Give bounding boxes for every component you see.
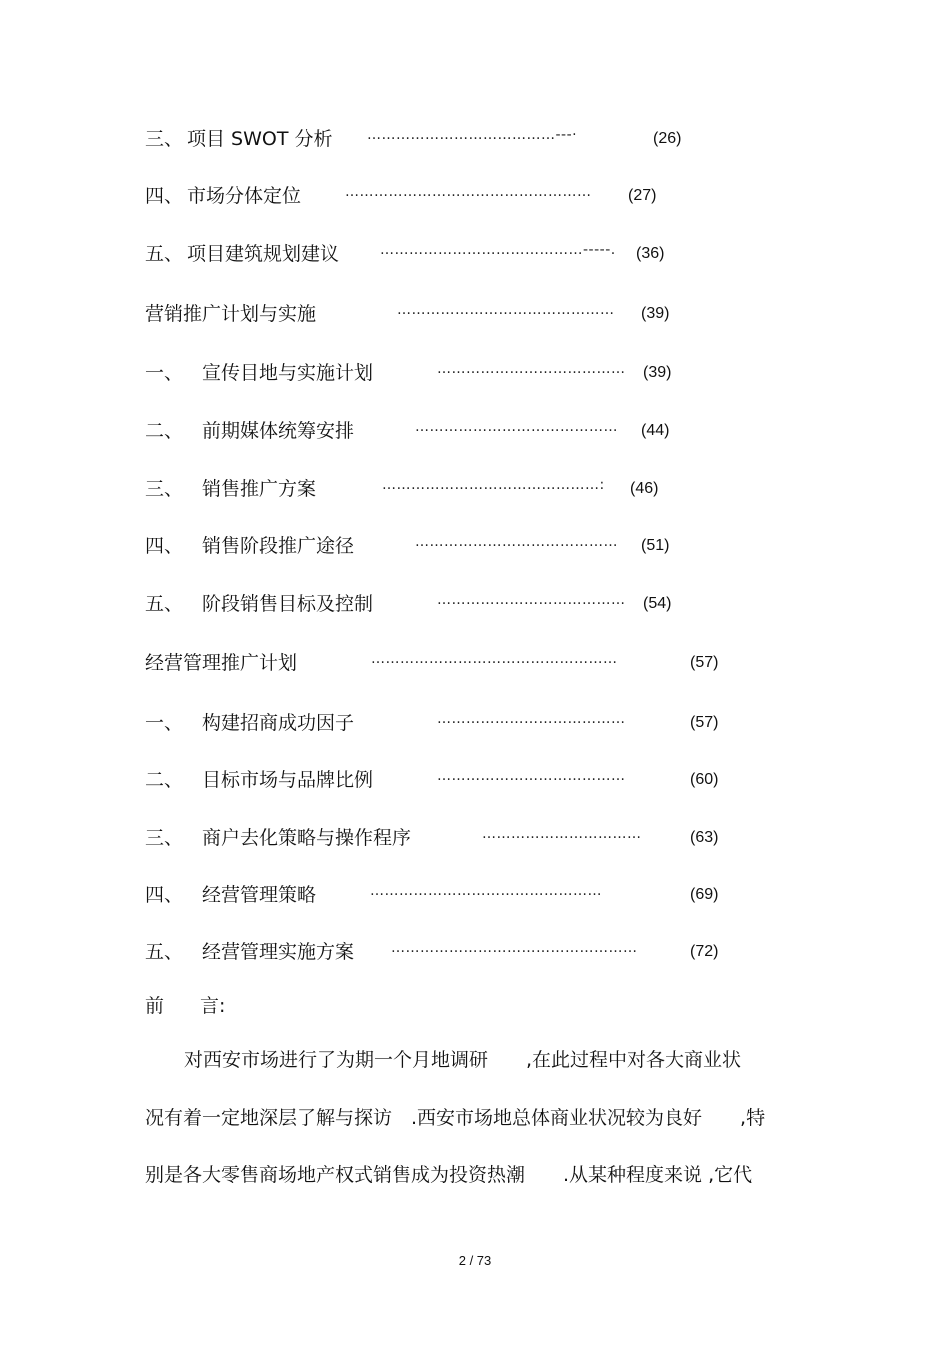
toc-entry-number: 三、 <box>145 128 184 150</box>
toc-entry-number: 四、 <box>145 884 184 906</box>
toc-page-number: (63) <box>690 829 719 846</box>
toc-entry <box>145 358 745 388</box>
toc-entry <box>145 880 745 910</box>
toc-entry-title: 营销推广计划与实施 <box>145 303 317 325</box>
toc-page-number: (36) <box>636 245 665 262</box>
toc-entry-number: 四、 <box>145 185 184 207</box>
toc-dot-leader: …………………………… <box>482 826 642 842</box>
toc-entry-number: 五、 <box>145 593 184 615</box>
toc-entry-title: 经营管理策略 <box>202 884 317 906</box>
toc-entry <box>145 648 745 678</box>
toc-entry-number: 三、 <box>145 478 184 500</box>
toc-dot-leader: ………………………………………: <box>382 477 605 493</box>
toc-page-number: (51) <box>641 537 670 554</box>
toc-page-number: (57) <box>690 714 719 731</box>
toc-entry-number: 一、 <box>145 712 184 734</box>
toc-entry-number: 一、 <box>145 362 184 384</box>
toc-page-number: (44) <box>641 422 670 439</box>
paragraph-line: 对西安市场进行了为期一个月地调研 ,在此过程中对各大商业状 <box>184 1049 742 1071</box>
toc-entry-title: 项目建筑规划建议 <box>187 243 340 265</box>
toc-dot-leader: …………………………………… <box>415 419 618 435</box>
preface-heading: 前 言: <box>145 995 226 1017</box>
toc-dot-leader: …………………………………… <box>415 534 618 550</box>
toc-entry-title: 经营管理实施方案 <box>202 941 355 963</box>
toc-page-number: (72) <box>690 943 719 960</box>
page-number-footer: 2 / 73 <box>458 1253 492 1268</box>
toc-page-number: (26) <box>653 130 682 147</box>
toc-entry-number: 五、 <box>145 941 184 963</box>
toc-entry-title: 市场分体定位 <box>187 185 302 207</box>
toc-page-number: (69) <box>690 886 719 903</box>
toc-dot-leader: ………………………………… <box>437 361 626 377</box>
toc-entry-title: 前期媒体统筹安排 <box>202 420 355 442</box>
toc-entry <box>145 299 745 329</box>
toc-entry <box>145 531 745 561</box>
toc-page-number: (60) <box>690 771 719 788</box>
toc-dot-leader: …………………………………---· <box>367 127 578 143</box>
toc-entry-title: 阶段销售目标及控制 <box>202 593 374 615</box>
toc-page-number: (54) <box>643 595 672 612</box>
toc-page-number: (46) <box>630 480 659 497</box>
toc-dot-leader: …………………………………………… <box>345 184 592 200</box>
toc-entry-number: 五、 <box>145 243 184 265</box>
toc-page-number: (27) <box>628 187 657 204</box>
toc-entry <box>145 239 745 269</box>
toc-entry-number: 二、 <box>145 420 184 442</box>
toc-entry <box>145 416 745 446</box>
toc-entry <box>145 124 745 154</box>
toc-page-number: (39) <box>643 364 672 381</box>
toc-entry <box>145 181 745 211</box>
toc-dot-leader: ……………………………………… <box>397 302 615 318</box>
toc-dot-leader: ………………………………………… <box>370 883 602 899</box>
toc-dot-leader: …………………………………………… <box>371 651 618 667</box>
toc-dot-leader: ………………………………… <box>437 768 626 784</box>
toc-entry-title: 构建招商成功因子 <box>202 712 355 734</box>
toc-entry-title: 商户去化策略与操作程序 <box>202 827 412 849</box>
toc-entry-title: 项目 SWOT 分析 <box>187 128 333 150</box>
toc-entry <box>145 589 745 619</box>
toc-entry-title: 经营管理推广计划 <box>145 652 298 674</box>
paragraph-line: 别是各大零售商场地产权式销售成为投资热潮 .从某种程度来说 ,它代 <box>145 1164 753 1186</box>
toc-dot-leader: ………………………………… <box>437 592 626 608</box>
toc-page-number: (39) <box>641 305 670 322</box>
toc-dot-leader: ………………………………… <box>437 711 626 727</box>
toc-dot-leader: …………………………………………… <box>391 940 638 956</box>
toc-entry-title: 目标市场与品牌比例 <box>202 769 374 791</box>
toc-entry <box>145 474 745 504</box>
toc-entry-number: 三、 <box>145 827 184 849</box>
toc-entry-title: 销售阶段推广途径 <box>202 535 355 557</box>
toc-entry <box>145 708 745 738</box>
toc-dot-leader: ……………………………………-----. <box>380 242 616 258</box>
toc-entry-number: 二、 <box>145 769 184 791</box>
toc-page-number: (57) <box>690 654 719 671</box>
paragraph-line: 况有着一定地深层了解与探访 .西安市场地总体商业状况较为良好 ,特 <box>145 1107 766 1129</box>
toc-entry <box>145 937 745 967</box>
toc-entry <box>145 765 745 795</box>
toc-entry-number: 四、 <box>145 535 184 557</box>
toc-entry-title: 销售推广方案 <box>202 478 317 500</box>
toc-entry <box>145 823 745 853</box>
toc-entry-title: 宣传目地与实施计划 <box>202 362 374 384</box>
